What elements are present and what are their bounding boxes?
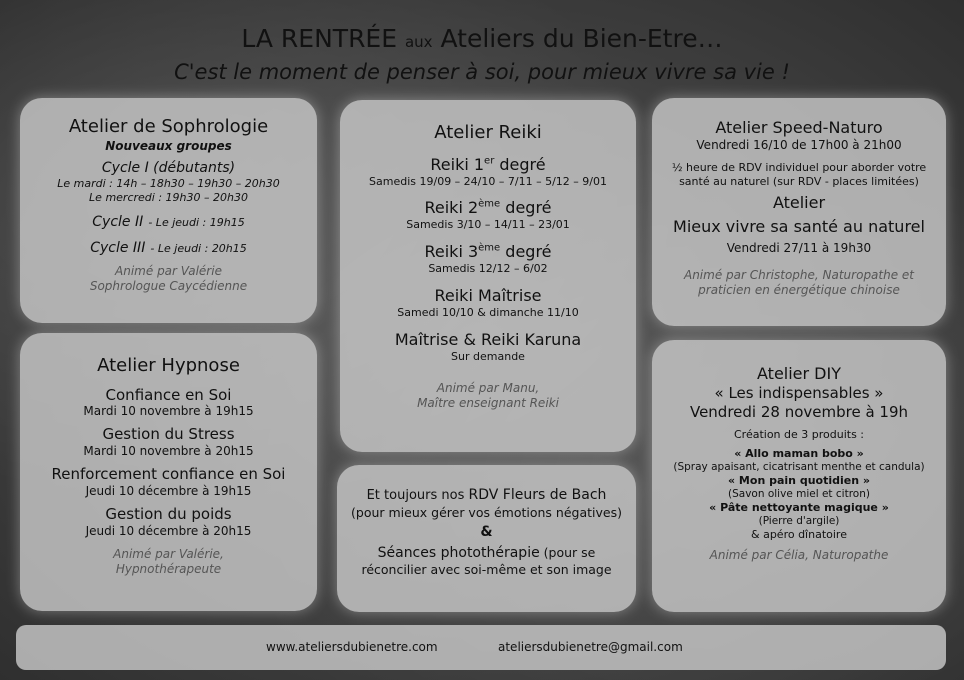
sophro-anim2: Sophrologue Caycédienne xyxy=(89,278,248,293)
speed-title2a: Atelier xyxy=(772,192,826,212)
reiki-d2-when: Samedis 3/10 – 14/11 – 23/01 xyxy=(406,218,570,232)
reiki-d1-when: Samedis 19/09 – 24/10 – 7/11 – 5/12 – 9/01 xyxy=(369,174,607,188)
speed-title: Atelier Speed-Naturo xyxy=(715,118,883,137)
hypnose-item xyxy=(20,425,317,459)
reiki-d3-sup: ème xyxy=(478,242,501,254)
diy-product-2-desc: (Savon olive miel et citron) xyxy=(728,487,870,500)
hypnose-item-name: Renforcement confiance en Soi xyxy=(51,465,286,483)
sophro-cycle2 xyxy=(20,211,317,232)
diy-creation: Création de 3 produits : xyxy=(733,427,865,441)
reiki-d3: Reiki 3 xyxy=(424,242,479,261)
website-link[interactable]: www.ateliersdubienetre.com xyxy=(266,640,438,654)
hypnose-item xyxy=(20,386,317,420)
page-subtitle: C'est le moment de penser à soi, pour mieux vivre sa vie ! xyxy=(174,60,790,84)
reiki-maitrise-when: Samedi 10/10 & dimanche 11/10 xyxy=(397,305,579,319)
bach-l3a: Séances photothérapie xyxy=(377,544,540,561)
diy-product-1-desc: (Spray apaisant, cicatrisant menthe et candula) xyxy=(673,461,925,473)
reiki-card xyxy=(340,100,636,452)
reiki-anim2: Maître enseignant Reiki xyxy=(417,396,559,411)
bach-l3b: (pour se xyxy=(539,544,596,560)
reiki-karuna: Maîtrise & Reiki Karuna xyxy=(394,329,582,349)
title-end: Ateliers du Bien-Etre… xyxy=(440,24,723,53)
reiki-karuna-when: Sur demande xyxy=(451,349,525,363)
bach-line4: réconcilier avec soi-même et son image xyxy=(361,562,612,578)
hypnose-item-when: Jeudi 10 décembre à 19h15 xyxy=(85,483,252,498)
diy-product-1: « Allo maman bobo » xyxy=(734,447,864,461)
diy-title: Atelier DIY xyxy=(757,364,841,383)
sophrologie-card xyxy=(20,98,317,323)
hypnose-item-when: Mardi 10 novembre à 19h15 xyxy=(83,404,254,419)
diy-anim: Animé par Célia, Naturopathe xyxy=(709,547,889,562)
hypnose-item-name: Gestion du poids xyxy=(105,504,232,523)
page-title xyxy=(0,24,964,53)
speed-naturo-card xyxy=(652,98,946,326)
sophro-cycle2-name: Cycle II xyxy=(92,213,144,230)
diy-product-3-desc: (Pierre d'argile) xyxy=(758,514,840,527)
bach-l1b: RDV Fleurs de Bach xyxy=(468,487,607,503)
sophro-anim1: Animé par Valérie xyxy=(115,263,222,278)
reiki-d2-end: degré xyxy=(500,198,552,218)
diy-card xyxy=(652,340,946,612)
hypnose-item-when: Jeudi 10 décembre à 20h15 xyxy=(85,523,252,538)
hypnose-item-name: Confiance en Soi xyxy=(105,385,232,404)
hypnose-anim1: Animé par Valérie, xyxy=(113,546,224,561)
email-link[interactable]: ateliersdubienetre@gmail.com xyxy=(498,640,683,654)
reiki-d1: Reiki 1 xyxy=(430,154,485,174)
speed-desc1: ½ heure de RDV individuel pour aborder votre xyxy=(671,161,927,174)
speed-title2b: Mieux vivre sa santé au naturel xyxy=(673,216,925,236)
speed-anim1: Animé par Christophe, Naturopathe et xyxy=(683,267,915,282)
sophro-cycle3-name: Cycle III xyxy=(90,240,146,256)
reiki-d2: Reiki 2 xyxy=(424,198,479,218)
hypnose-item xyxy=(20,505,317,539)
bach-line1 xyxy=(337,487,636,505)
sophro-cycle3-when: - Le jeudi : 20h15 xyxy=(150,242,247,255)
diy-product-2: « Mon pain quotidien » xyxy=(728,474,870,488)
bach-card xyxy=(337,465,636,612)
reiki-anim1: Animé par Manu, xyxy=(436,381,540,396)
bach-line3 xyxy=(337,542,636,563)
reiki-d3-when: Samedis 12/12 – 6/02 xyxy=(428,262,548,275)
sophro-subtitle: Nouveaux groupes xyxy=(105,138,232,153)
hypnose-item-when: Mardi 10 novembre à 20h15 xyxy=(83,444,254,458)
diy-subtitle: « Les indispensables » xyxy=(714,384,884,402)
diy-when: Vendredi 28 novembre à 19h xyxy=(689,402,909,421)
hypnose-card xyxy=(20,333,317,611)
reiki-degree-2 xyxy=(340,198,636,218)
title-small: aux xyxy=(404,33,433,51)
sophro-cycle1-l1: Le mardi : 14h – 18h30 – 19h30 – 20h30 xyxy=(57,177,280,190)
footer-bar xyxy=(16,625,946,670)
sophro-cycle1-l2: Le mercredi : 19h30 – 20h30 xyxy=(89,190,248,204)
hypnose-anim2: Hypnothérapeute xyxy=(115,561,222,576)
sophro-title: Atelier de Sophrologie xyxy=(68,116,269,137)
sophro-cycle2-when: - Le jeudi : 19h15 xyxy=(148,215,245,229)
reiki-d3-end: degré xyxy=(500,242,552,261)
bach-line2: (pour mieux gérer vos émotions négatives) xyxy=(351,504,622,520)
diy-product-4: & apéro dînatoire xyxy=(751,527,847,541)
speed-anim2: praticien en énergétique chinoise xyxy=(698,282,900,297)
reiki-title: Atelier Reiki xyxy=(434,122,542,143)
sophro-cycle1: Cycle I (débutants) xyxy=(101,159,236,176)
reiki-d1-end: degré xyxy=(494,154,546,174)
hypnose-item-name: Gestion du Stress xyxy=(102,425,235,444)
speed-when2: Vendredi 27/11 à 19h30 xyxy=(726,240,872,255)
speed-desc2: santé au naturel (sur RDV - places limitées) xyxy=(679,174,919,188)
diy-product-3: « Pâte nettoyante magique » xyxy=(709,501,889,514)
reiki-degree-1 xyxy=(340,155,636,175)
bach-l1a: Et toujours nos xyxy=(366,488,469,503)
reiki-degree-3 xyxy=(340,242,636,262)
reiki-d2-sup: ème xyxy=(478,198,501,210)
reiki-d1-sup: er xyxy=(484,155,495,167)
sophro-cycle3 xyxy=(20,237,317,258)
title-main: LA RENTRÉE xyxy=(241,24,398,53)
speed-when: Vendredi 16/10 de 17h00 à 21h00 xyxy=(696,138,902,152)
reiki-maitrise: Reiki Maîtrise xyxy=(434,285,542,305)
bach-amp: & xyxy=(480,524,493,541)
hypnose-item xyxy=(20,465,317,499)
hypnose-title: Atelier Hypnose xyxy=(97,355,240,376)
